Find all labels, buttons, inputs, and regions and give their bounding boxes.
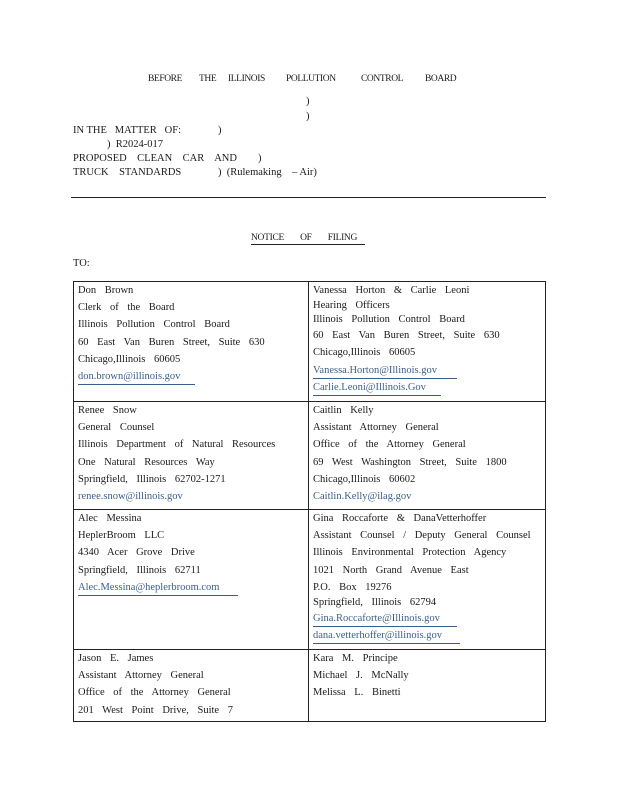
contact-line: 4340 Acer Grove Drive: [78, 547, 195, 559]
contact-line: Illinois Pollution Control Board: [78, 319, 230, 331]
contact-line: One Natural Resources Way: [78, 456, 215, 468]
email-link[interactable]: Carlie.Leoni@Illinois.Gov: [313, 381, 441, 396]
caption-divider: [71, 197, 546, 198]
notice-underline: [251, 244, 365, 245]
header-illinois: ILLINOIS: [228, 74, 265, 84]
contact-line: Assistant Attorney General: [78, 670, 204, 682]
contact-line: Alec Messina: [78, 513, 142, 524]
contact-line: P.O. Box 19276: [313, 581, 392, 593]
email-link[interactable]: Alec.Messina@heplerbroom.com: [78, 581, 238, 596]
contact-line: Illinois Pollution Control Board: [313, 314, 465, 326]
contact-line: Chicago,Illinois 60605: [78, 353, 181, 365]
contact-line: Gina Roccaforte & DanaVetterhoffer: [313, 513, 487, 524]
contact-line: 60 East Van Buren Street, Suite 630: [313, 330, 500, 342]
service-cell-left: [74, 402, 309, 510]
service-cell-left: [74, 650, 309, 722]
email-link[interactable]: Vanessa.Horton@Illinois.gov: [313, 364, 457, 379]
contact-line: Assistant Counsel / Deputy General Counsel: [313, 530, 531, 542]
service-cell-right: [309, 650, 546, 722]
contact-line: Office of the Attorney General: [78, 687, 231, 699]
caption-proposed: PROPOSED CLEAN CAR AND: [73, 153, 237, 164]
contact-line: Don Brown: [78, 285, 134, 296]
contact-line: Renee Snow: [78, 405, 137, 416]
email-link[interactable]: Caitlin.Kelly@ilag.gov: [313, 491, 412, 503]
contact-line: Springfield, Illinois 62702-1271: [78, 473, 226, 485]
contact-line: Clerk of the Board: [78, 302, 175, 314]
contact-line: Springfield, Illinois 62711: [78, 564, 201, 576]
caption-matter: IN THE MATTER OF:: [73, 125, 182, 136]
email-link[interactable]: Gina.Roccaforte@Illinois.gov: [313, 612, 457, 627]
contact-line: Hearing Officers: [313, 300, 390, 312]
service-cell-right: [309, 282, 546, 402]
contact-line: Jason E. James: [78, 653, 154, 664]
contact-line: Springfield, Illinois 62794: [313, 597, 437, 609]
service-row: [74, 282, 546, 402]
service-row: [74, 402, 546, 510]
contact-line: 69 West Washington Street, Suite 1800: [313, 456, 507, 468]
contact-line: Illinois Environmental Protection Agency: [313, 547, 507, 559]
header-pollution: POLLUTION: [286, 74, 336, 84]
contact-line: HeplerBroom LLC: [78, 530, 165, 542]
contact-line: 60 East Van Buren Street, Suite 630: [78, 336, 265, 348]
service-cell-left: [74, 282, 309, 402]
contact-line: Kara M. Principe: [313, 653, 398, 664]
contact-line: Vanessa Horton & Carlie Leoni: [313, 285, 470, 296]
contact-line: Caitlin Kelly: [313, 405, 374, 416]
contact-line: Illinois Department of Natural Resources: [78, 439, 276, 451]
service-cell-right: [309, 402, 546, 510]
caption-matter-paren: ): [218, 125, 222, 136]
contact-line: General Counsel: [78, 422, 155, 434]
caption-rulemaking: ) (Rulemaking – Air): [218, 167, 317, 178]
service-row: [74, 510, 546, 650]
notice-title: NOTICE OF FILING: [251, 233, 358, 243]
header-before: BEFORE: [148, 74, 183, 84]
service-list-table: [73, 281, 546, 722]
contact-line: Office of the Attorney General: [313, 439, 466, 451]
service-cell-right: [309, 510, 546, 650]
header-control: CONTROL: [361, 74, 404, 84]
caption-truck: TRUCK STANDARDS: [73, 167, 182, 178]
caption-docket: ) R2024-017: [107, 139, 163, 150]
email-link[interactable]: renee.snow@illinois.gov: [78, 491, 183, 503]
contact-line: Michael J. McNally: [313, 670, 409, 682]
email-link[interactable]: dana.vetterhoffer@illinois.gov: [313, 629, 460, 644]
service-cell-left: [74, 510, 309, 650]
contact-line: 201 West Point Drive, Suite 7: [78, 704, 233, 716]
caption-proposed-paren: ): [258, 153, 262, 164]
header-board: BOARD: [425, 74, 457, 84]
to-label: TO:: [73, 258, 90, 269]
caption-paren-1: ): [306, 96, 310, 107]
contact-line: Assistant Attorney General: [313, 422, 439, 434]
contact-line: Melissa L. Binetti: [313, 687, 401, 699]
caption-paren-2: ): [306, 111, 310, 122]
service-row: [74, 650, 546, 722]
contact-line: Chicago,Illinois 60602: [313, 473, 416, 485]
contact-line: 1021 North Grand Avenue East: [313, 564, 469, 576]
header-the: THE: [199, 74, 217, 84]
contact-line: Chicago,Illinois 60605: [313, 347, 416, 359]
email-link[interactable]: don.brown@illinois.gov: [78, 370, 195, 385]
